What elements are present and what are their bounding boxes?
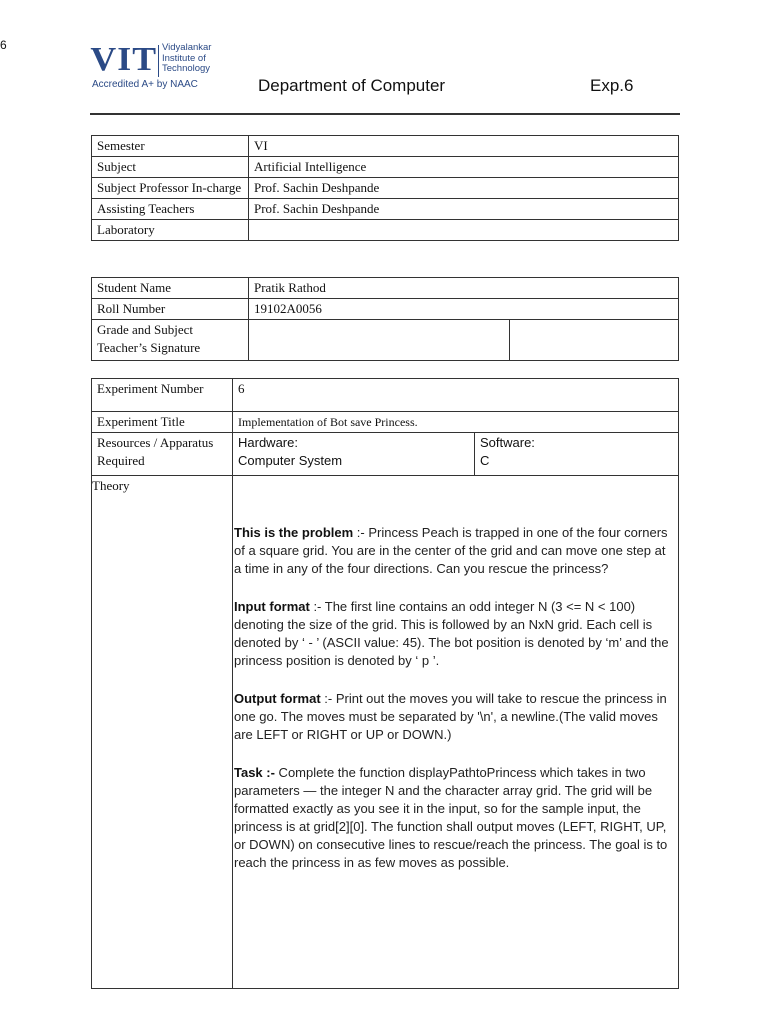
experiment-tag: Exp.6 [590, 76, 634, 95]
table-row [92, 433, 679, 476]
course-table [91, 135, 679, 241]
assisting-label: Assisting Teachers [92, 199, 249, 220]
theory-content [233, 476, 679, 989]
laboratory-label: Laboratory [92, 220, 249, 241]
problem-heading: This is the problem [234, 525, 354, 540]
logo-institute-name: Vidyalankar Institute of Technology [162, 42, 212, 74]
table-row [92, 412, 679, 433]
student-name-value: Pratik Rathod [249, 278, 679, 299]
task-heading: Task :- [234, 765, 275, 780]
signature-cell [510, 320, 679, 361]
subject-label: Subject [92, 157, 249, 178]
experiment-title-value: Implementation of Bot save Princess. [233, 412, 679, 433]
software-cell [475, 433, 679, 476]
hardware-cell [233, 433, 475, 476]
output-format-text: :- Print out the moves you will take to rescue the princess in one go. The moves must be separated by '\n', a newline.(The valid moves are LEFT or RIGHT or UP or DOWN.) [234, 691, 667, 742]
hardware-value: Computer System [238, 453, 343, 468]
student-name-label: Student Name [92, 278, 249, 299]
table-row [92, 199, 679, 220]
input-format-text: :- The first line contains an odd integer N (3 <= N < 100) denoting the size of the grid. This is followed by an NxN grid. Each cell is denoted by ‘ - ’ (ASCII value: 45). The bot position is denoted by ‘m’ and the princess position is denoted by ‘ p ’. [234, 599, 669, 668]
table-row [92, 220, 679, 241]
experiment-number-label: Experiment Number [92, 379, 233, 412]
logo-divider [158, 45, 159, 77]
subject-value: Artificial Intelligence [249, 157, 679, 178]
hardware-label: Hardware: [238, 435, 298, 450]
table-row [92, 178, 679, 199]
logo-letters: VIT [90, 41, 158, 78]
task-paragraph [234, 764, 672, 872]
output-format-paragraph [234, 690, 672, 744]
semester-label: Semester [92, 136, 249, 157]
header-rule [90, 113, 680, 115]
semester-value: VI [249, 136, 679, 157]
input-format-paragraph [234, 598, 672, 670]
laboratory-value [249, 220, 679, 241]
theory-label: Theory [92, 476, 233, 989]
page-number: 6 [0, 38, 7, 52]
table-row [92, 157, 679, 178]
task-text: Complete the function displayPathtoPrincess which takes in two parameters — the integer N and the character array grid. The grid will be formatted exactly as you see it in the input, so for the sample input, the princess is at grid[2][0]. The function shall output moves (LEFT, RIGHT, UP, or DOWN) on consecutive lines to rescue/reach the princess. The goal is to reach the princess in as few moves as possible. [234, 765, 668, 870]
input-format-heading: Input format [234, 599, 310, 614]
table-row [92, 136, 679, 157]
table-row [92, 379, 679, 412]
experiment-table [91, 378, 679, 989]
resources-label: Resources / Apparatus Required [92, 433, 233, 476]
experiment-number-value: 6 [233, 379, 679, 412]
problem-paragraph [234, 524, 672, 578]
problem-text: :- Princess Peach is trapped in one of the four corners of a square grid. You are in the center of the grid and can move one step at a time in any of the four directions. Can you rescue the princess? [234, 525, 668, 576]
table-row [92, 476, 679, 989]
assisting-value: Prof. Sachin Deshpande [249, 199, 679, 220]
experiment-title-label: Experiment Title [92, 412, 233, 433]
grade-cell [249, 320, 510, 361]
professor-value: Prof. Sachin Deshpande [249, 178, 679, 199]
professor-label: Subject Professor In-charge [92, 178, 249, 199]
logo-accreditation: Accredited A+ by NAAC [92, 79, 198, 90]
student-table [91, 277, 679, 361]
table-row [92, 278, 679, 299]
software-value: C [480, 453, 490, 468]
table-row [92, 320, 679, 361]
software-label: Software: [480, 435, 535, 450]
vit-logo [92, 42, 252, 94]
department-title: Department of Computer [258, 76, 446, 95]
roll-number-label: Roll Number [92, 299, 249, 320]
grade-signature-label: Grade and Subject Teacher’s Signature [92, 320, 249, 361]
roll-number-value: 19102A0056 [249, 299, 679, 320]
table-row [92, 299, 679, 320]
output-format-heading: Output format [234, 691, 321, 706]
